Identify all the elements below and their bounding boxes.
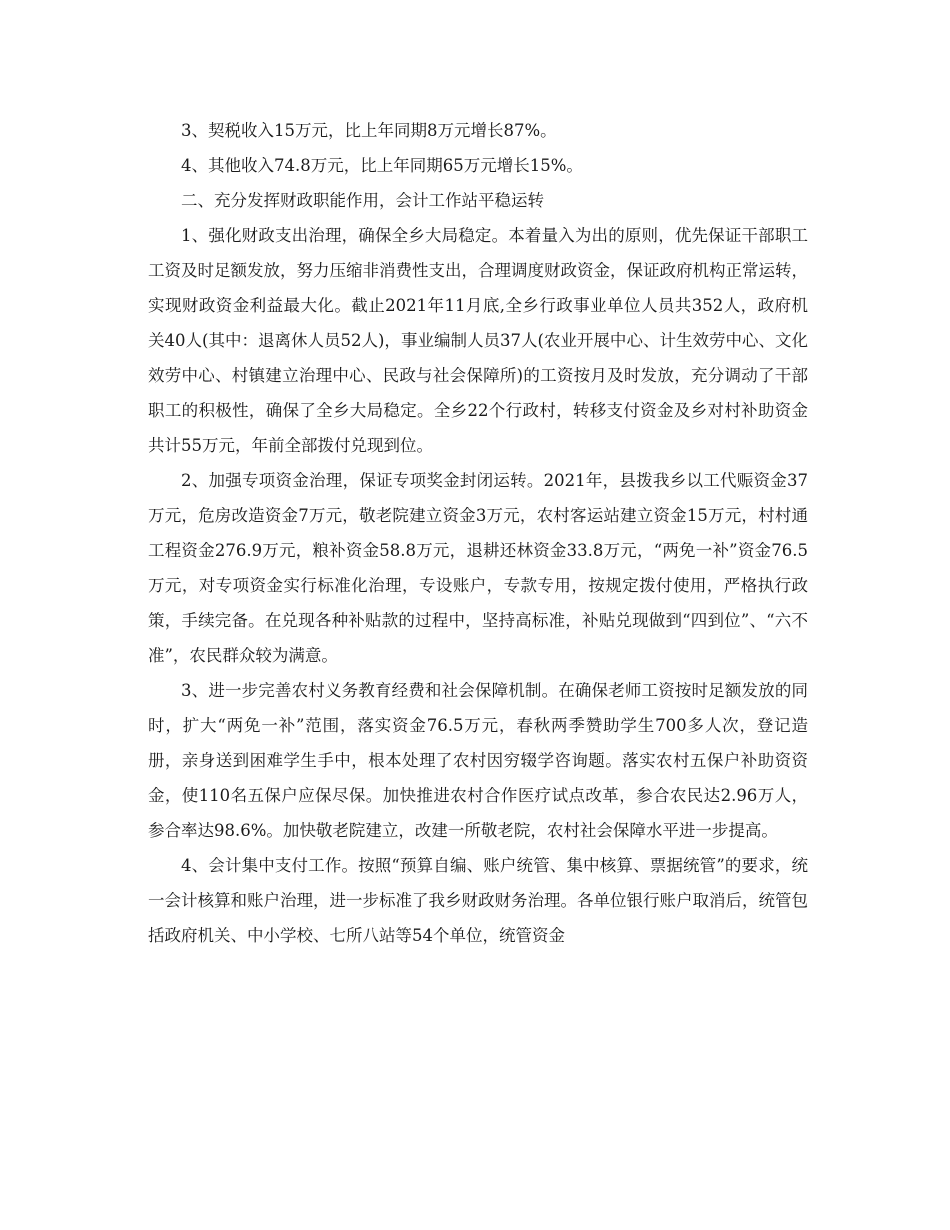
paragraph-centralized-payment: 4、会计集中支付工作。按照“预算自编、账户统管、集中核算、票据统管”的要求，统一会计核算和账户治理，进一步标准了我乡财政财务治理。各单位银行账户取消后，统管包括政府机关、中小学校、七所八站等54个单位，统管资金 [148, 856, 808, 945]
paragraph-other-income: 4、其他收入74.8万元，比上年同期65万元增长15%。 [181, 156, 583, 175]
paragraph-special-funds: 2、加强专项资金治理，保证专项奖金封闭运转。2021年，县拨我乡以工代赈资金37万元，危房改造资金7万元，敬老院建立资金3万元，农村客运站建立资金15万元，村村通工程资金276.9万元，粮补资金58.8万元，退耕还林资金33.8万元，“两免一补”资金76.5万元，对专项资金实行标准化治理，专设账户，专款专用，按规定拨付使用，严格执行政策，手续完备。在兑现各种补贴款的过程中，坚持高标准，补贴兑现做到“四到位”、“六不准”，农民群众较为满意。 [148, 471, 808, 665]
paragraph-education-social-security: 3、进一步完善农村义务教育经费和社会保障机制。在确保老师工资按时足额发放的同时，扩大“两免一补”范围，落实资金76.5万元，春秋两季赞助学生700多人次，登记造册，亲身送到困难学生手中，根本处理了农村因穷辍学咨询题。落实农村五保户补助资资金，使110名五保户应保尽保。加快推进农村合作医疗试点改革，参合农民达2.96万人，参合率达98.6%。加快敬老院建立，改建一所敬老院，农村社会保障水平进一步提高。 [148, 681, 808, 840]
document-page [148, 113, 808, 953]
section-heading-fiscal-function: 二、充分发挥财政职能作用，会计工作站平稳运转 [181, 191, 544, 210]
paragraph-deed-tax: 3、契税收入15万元，比上年同期8万元增长87%。 [181, 121, 557, 140]
paragraph-expenditure-management: 1、强化财政支出治理，确保全乡大局稳定。本着量入为出的原则，优先保证干部职工工资及时足额发放，努力压缩非消费性支出，合理调度财政资金，保证政府机构正常运转，实现财政资金利益最大化。截止2021年11月底,全乡行政事业单位人员共352人，政府机关40人(其中：退离休人员52人)，事业编制人员37人(农业开展中心、计生效劳中心、文化效劳中心、村镇建立治理中心、民政与社会保障所)的工资按月及时发放，充分调动了干部职工的积极性，确保了全乡大局稳定。全乡22个行政村，转移支付资金及乡对村补助资金共计55万元，年前全部拨付兑现到位。 [148, 226, 808, 455]
